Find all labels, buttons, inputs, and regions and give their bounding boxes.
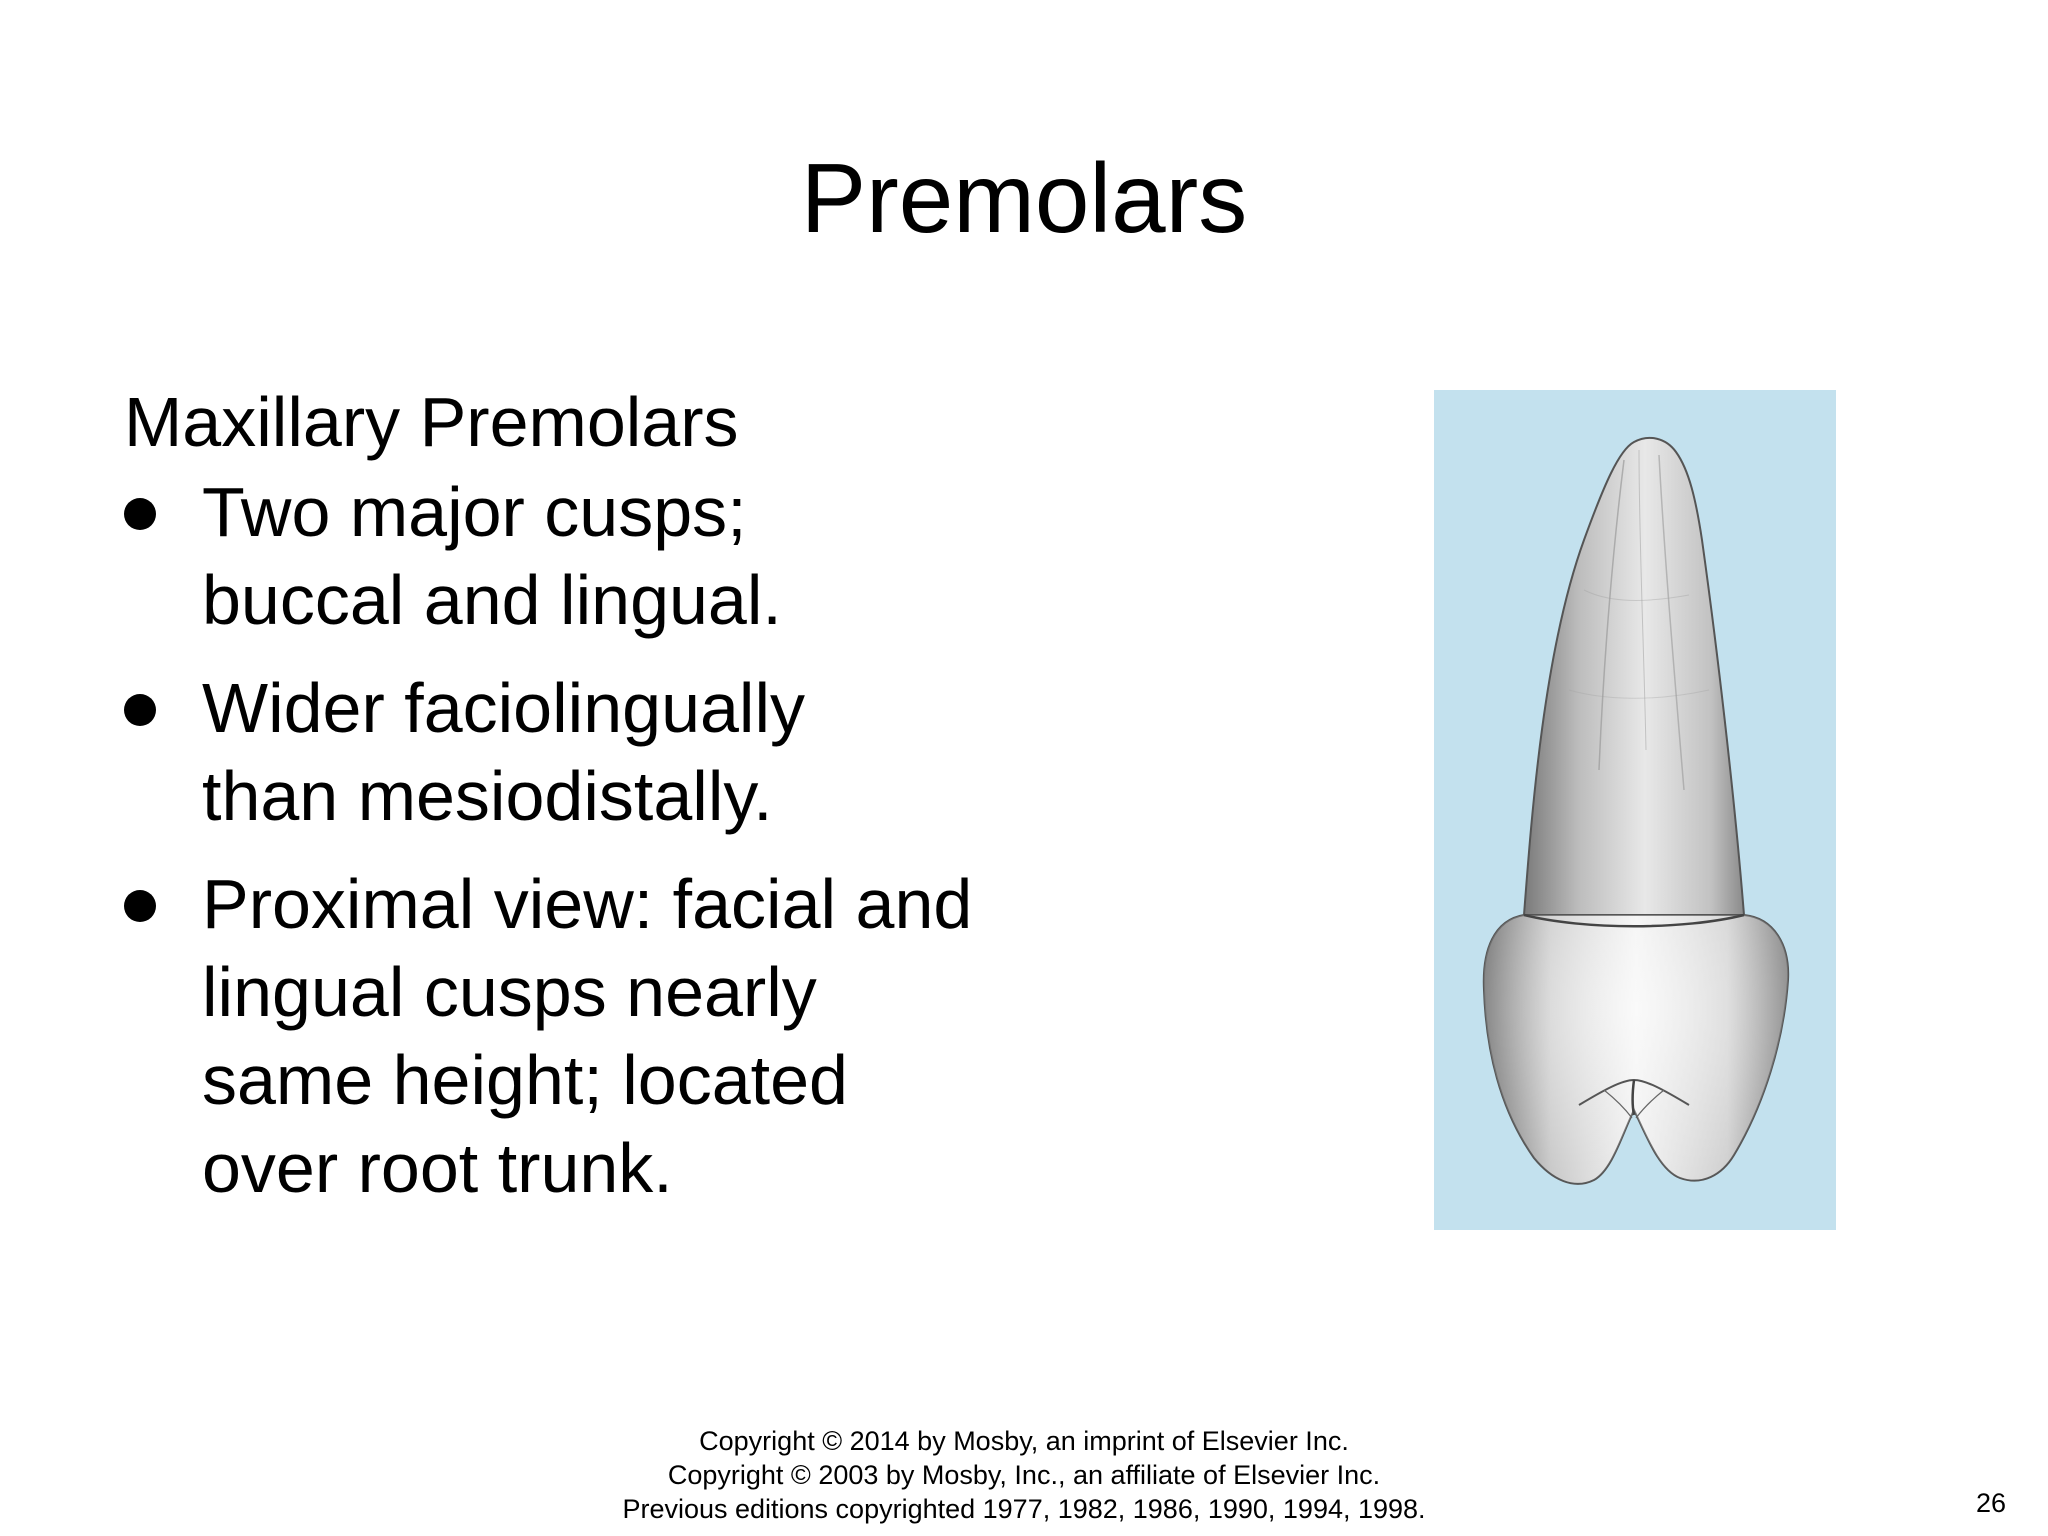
- copyright-line: Previous editions copyrighted 1977, 1982, 1986, 1990, 1994, 1998.: [622, 1494, 1426, 1524]
- bullet-icon: [124, 890, 156, 922]
- bullet-item: [124, 468, 1024, 644]
- bullet-text: Two major cusps; buccal and lingual.: [202, 473, 782, 639]
- bullet-list: [124, 468, 1024, 1212]
- bullet-icon: [124, 498, 156, 530]
- copyright-footer: [0, 1424, 2048, 1526]
- bullet-icon: [124, 694, 156, 726]
- bullet-item: [124, 664, 1024, 840]
- tooth-figure: [1434, 390, 1836, 1230]
- bullet-text: Proximal view: facial and lingual cusps nearly same height; located over root trunk.: [202, 865, 973, 1207]
- page-number: 26: [1975, 1488, 2006, 1518]
- copyright-line: Copyright © 2003 by Mosby, Inc., an affiliate of Elsevier Inc.: [667, 1460, 1381, 1490]
- maxillary-premolar-tooth-icon: [1434, 390, 1836, 1230]
- section-heading: Maxillary Premolars: [124, 383, 739, 461]
- slide-title: Premolars: [800, 143, 1248, 253]
- slide-content: [124, 378, 1024, 1212]
- copyright-line: Copyright © 2014 by Mosby, an imprint of Elsevier Inc.: [699, 1426, 1349, 1456]
- bullet-text: Wider faciolingually than mesiodistally.: [202, 669, 806, 835]
- bullet-item: [124, 860, 1024, 1212]
